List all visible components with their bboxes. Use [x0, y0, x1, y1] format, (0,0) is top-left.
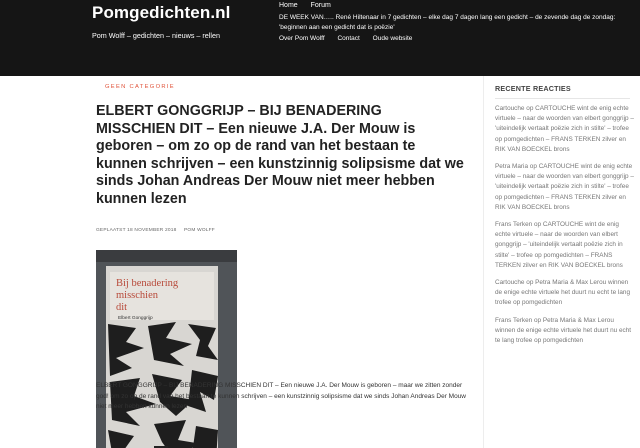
- book-title-line2: misschien: [116, 290, 158, 301]
- post-meta: [96, 228, 221, 233]
- secondary-nav: [279, 35, 423, 42]
- comment-item[interactable]: Cartouche op CARTOUCHE wint de enig echte virtuele – naar de woorden van elbert gonggrijp – 'uiteindelijk vertaalt poëzie zich in stilte' – trofee op pomgedichten – FRANS TERKEN zilver en RIK VAN BOECKEL brons: [495, 105, 634, 153]
- site-header: [0, 0, 640, 76]
- comment-item[interactable]: Frans Terken op Petra Maria & Max Lerou winnen de enige echte virtuele het duurt nu echt te lang trofee op pomgedichten: [495, 316, 632, 345]
- nav-old-site[interactable]: Oude website: [372, 35, 413, 42]
- site-tagline: Pom Wolff – gedichten – nieuws – rellen: [92, 31, 220, 40]
- nav-contact[interactable]: Contact: [337, 35, 360, 42]
- book-title-line3: dit: [116, 302, 128, 313]
- book-author: Elbert Gonggrijp: [118, 316, 153, 321]
- post-date[interactable]: GEPLAATST 18 NOVEMBER 2018: [96, 228, 177, 233]
- nav-about[interactable]: Over Pom Wolff: [279, 35, 325, 42]
- nav-week-item[interactable]: DE WEEK VAN….. René Hiltenaar in 7 gedichten – elke dag 7 dagen lang een gedicht – de zevende dag de zondag: 'beginnen aan een gedicht dat is poëzie': [279, 14, 616, 31]
- main-nav: [279, 2, 342, 9]
- main-content: [81, 76, 471, 448]
- post-author-link[interactable]: POM WOLFF: [184, 228, 215, 233]
- nav-forum[interactable]: Forum: [310, 2, 331, 9]
- book-photo-graphic: [96, 250, 237, 448]
- sidebar-divider: [495, 98, 630, 99]
- sidebar: [483, 76, 640, 448]
- recent-comments-list: [495, 104, 635, 353]
- book-title-line1: Bij benadering: [116, 278, 179, 289]
- post-category-link[interactable]: GEEN CATEGORIE: [105, 84, 175, 90]
- recent-comments-title: RECENTE REACTIES: [495, 84, 571, 93]
- site-title-link[interactable]: Pomgedichten.nl: [92, 3, 231, 22]
- book-cover-image[interactable]: [96, 250, 237, 448]
- comment-item[interactable]: Frans Terken op CARTOUCHE wint de enig echte virtuele – naar de woorden van elbert gonggrijp – 'uiteindelijk vertaalt poëzie zich in stilte' – trofee op pomgedichten – FRANS TERKEN zilver en RIK VAN BOECKEL brons: [495, 221, 623, 269]
- post-title[interactable]: ELBERT GONGGRIJP – BIJ BENADERING MISSCHIEN DIT – Een nieuwe J.A. Der Mouw is geboren – om zo op de rand van het bestaan te kunnen schrijven – een kunstzinnig solipsisme dat we sinds Johan Andreas Der Mouw niet meer hebben kunnen lezen: [96, 103, 464, 207]
- comment-item[interactable]: Petra Maria op CARTOUCHE wint de enig echte virtuele – naar de woorden van elbert gonggrijp – 'uiteindelijk vertaalt poëzie zich in stilte' – trofee op pomgedichten – FRANS TERKEN zilver en RIK VAN BOECKEL brons: [495, 163, 634, 211]
- comment-item[interactable]: Cartouche op Petra Maria & Max Lerou winnen de enige echte virtuele het duurt nu echt te lang trofee op pomgedichten: [495, 279, 631, 307]
- nav-home[interactable]: Home: [279, 2, 298, 9]
- post-excerpt: ELBERT GONGGRIJP – BIJ BENADERING MISSCHIEN DIT – Een nieuwe J.A. Der Mouw is geboren – maar we zitten zonder god! om zo op de rand van het bestaan te kunnen schrijven – een kunstzinnig solipsisme dat we sinds Johan Andreas Der Mouw niet meer hebben kunnen lezen: [96, 382, 466, 410]
